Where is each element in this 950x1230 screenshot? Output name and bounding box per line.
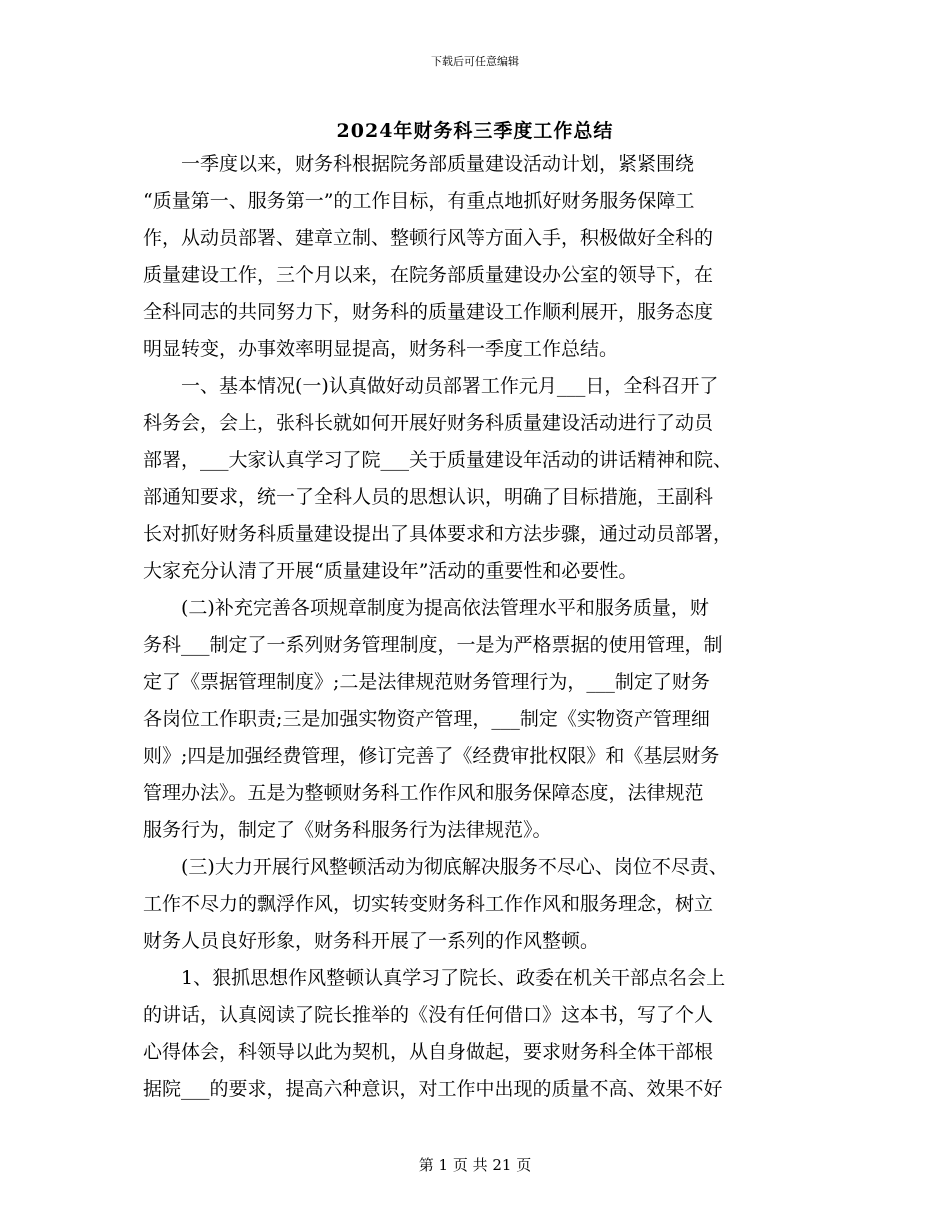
- body-line: 部通知要求，统一了全科人员的思想认识，明确了目标措施，王副科: [143, 486, 714, 508]
- body-line: 则》;四是加强经费管理，修订完善了《经费审批权限》和《基层财务: [143, 745, 720, 767]
- document-body: [143, 146, 808, 1108]
- body-line: 心得体会，科领导以此为契机，从自身做起，要求财务科全体干部根: [143, 1041, 714, 1063]
- body-line: 管理办法》。五是为整顿财务科工作作风和服务保障态度，法律规范: [143, 782, 704, 804]
- body-line: 一、基本情况(一)认真做好动员部署工作元月___日，全科召开了: [181, 375, 719, 397]
- page-number: 第 1 页 共 21 页: [418, 1156, 532, 1174]
- body-line: 作，从动员部署、建章立制、整顿行风等方面入手，积极做好全科的: [143, 227, 714, 249]
- body-line: 据院___的要求，提高六种意识，对工作中出现的质量不高、效果不好: [143, 1078, 723, 1100]
- body-line: 服务行为，制定了《财务科服务行为法律规范》。: [143, 819, 552, 841]
- body-line: 明显转变，办事效率明显提高，财务科一季度工作总结。: [143, 338, 619, 360]
- body-line: 全科同志的共同努力下，财务科的质量建设工作顺利展开，服务态度: [143, 301, 714, 323]
- body-line: 质量建设工作，三个月以来，在院务部质量建设办公室的领导下，在: [143, 264, 714, 286]
- body-line: (二)补充完善各项规章制度为提高依法管理水平和服务质量，财: [181, 597, 709, 619]
- body-line: (三)大力开展行风整顿活动为彻底解决服务不尽心、岗位不尽责、: [181, 856, 728, 878]
- body-line: 各岗位工作职责;三是加强实物资产管理，___制定《实物资产管理细: [143, 708, 710, 730]
- body-line: 科务会，会上，张科长就如何开展好财务科质量建设活动进行了动员: [143, 412, 714, 434]
- body-line: 工作不尽力的飘浮作风，切实转变财务科工作作风和服务理念，树立: [143, 893, 714, 915]
- body-line: 1、狠抓思想作风整顿认真学习了院长、政委在机关干部点名会上: [181, 967, 726, 989]
- body-line: 定了《票据管理制度》;二是法律规范财务管理行为，___制定了财务: [143, 671, 710, 693]
- page-header-note: 下载后可任意编辑: [431, 55, 519, 68]
- body-line: 的讲话，认真阅读了院长推举的《没有任何借口》这本书，写了个人: [143, 1004, 714, 1026]
- body-line: 大家充分认清了开展“质量建设年”活动的重要性和必要性。: [143, 560, 638, 582]
- body-line: “质量第一、服务第一”的工作目标，有重点地抓好财务服务保障工: [143, 190, 695, 212]
- body-line: 部署，___大家认真学习了院___关于质量建设年活动的讲话精神和院、: [143, 449, 733, 471]
- body-line: 一季度以来，财务科根据院务部质量建设活动计划，紧紧围绕: [181, 153, 695, 175]
- body-line: 财务人员良好形象，财务科开展了一系列的作风整顿。: [143, 930, 600, 952]
- document-title: 2024年财务科三季度工作总结: [336, 120, 614, 142]
- body-line: 长对抓好财务科质量建设提出了具体要求和方法步骤，通过动员部署，: [143, 523, 733, 545]
- body-line: 务科___制定了一系列财务管理制度，一是为严格票据的使用管理，制: [143, 634, 723, 656]
